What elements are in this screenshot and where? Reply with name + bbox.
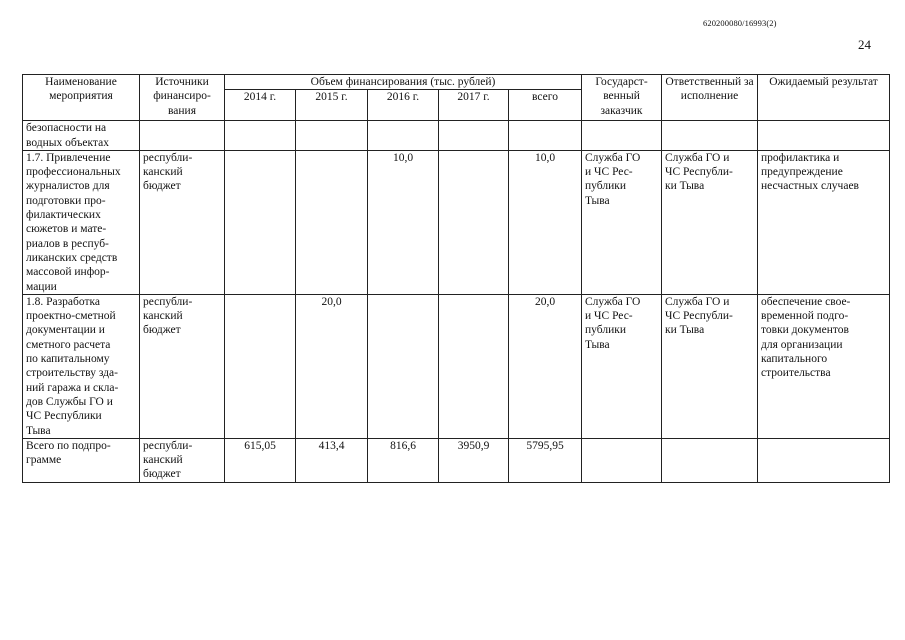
cell-total: 5795,95 <box>509 438 582 482</box>
document-code: 620200080/16993(2) <box>703 18 777 28</box>
cell-responsible <box>662 438 758 482</box>
cell-responsible <box>662 121 758 151</box>
cell-2016 <box>368 121 439 151</box>
header-responsible: Ответственный за исполнение <box>662 75 758 121</box>
cell-responsible: Служба ГО и ЧС Республи- ки Тыва <box>662 150 758 294</box>
financing-table <box>22 74 890 483</box>
header-year-total: всего <box>509 90 582 121</box>
table-row <box>23 121 890 151</box>
cell-source <box>140 121 225 151</box>
cell-source: республи- канский бюджет <box>140 294 225 438</box>
cell-total: 10,0 <box>509 150 582 294</box>
cell-2014 <box>225 150 296 294</box>
cell-name: 1.8. Разработка проектно-сметной документации и сметного расчета по капитальному строительству зда- ний гаража и скла- дов Службы ГО и ЧС Республики Тыва <box>23 294 140 438</box>
cell-2017 <box>439 294 509 438</box>
header-customer: Государст-венный заказчик <box>582 75 662 121</box>
cell-total: 20,0 <box>509 294 582 438</box>
cell-responsible: Служба ГО и ЧС Республи- ки Тыва <box>662 294 758 438</box>
table-row <box>23 294 890 438</box>
cell-2016 <box>368 294 439 438</box>
cell-customer: Служба ГО и ЧС Рес- публики Тыва <box>582 150 662 294</box>
cell-source: республи- канский бюджет <box>140 150 225 294</box>
cell-2015: 20,0 <box>296 294 368 438</box>
cell-result: профилактика и предупреждение несчастных случаев <box>758 150 890 294</box>
cell-2014: 615,05 <box>225 438 296 482</box>
header-year-2015: 2015 г. <box>296 90 368 121</box>
cell-2014 <box>225 294 296 438</box>
table-row-total <box>23 438 890 482</box>
cell-customer <box>582 121 662 151</box>
cell-2016: 10,0 <box>368 150 439 294</box>
cell-result: обеспечение свое- временной подго- товки документов для организации капитального строительства <box>758 294 890 438</box>
cell-2016: 816,6 <box>368 438 439 482</box>
header-funding: Объем финансирования (тыс. рублей) <box>225 75 582 90</box>
cell-result <box>758 438 890 482</box>
cell-2017 <box>439 121 509 151</box>
header-name: Наименование мероприятия <box>23 75 140 121</box>
cell-2017 <box>439 150 509 294</box>
cell-customer: Служба ГО и ЧС Рес- публики Тыва <box>582 294 662 438</box>
page-number: 24 <box>858 37 871 52</box>
header-year-2014: 2014 г. <box>225 90 296 121</box>
cell-2015 <box>296 121 368 151</box>
header-year-2017: 2017 г. <box>439 90 509 121</box>
cell-total <box>509 121 582 151</box>
cell-2014 <box>225 121 296 151</box>
header-result: Ожидаемый результат <box>758 75 890 121</box>
cell-customer <box>582 438 662 482</box>
cell-2017: 3950,9 <box>439 438 509 482</box>
cell-name: Всего по подпро- грамме <box>23 438 140 482</box>
header-year-2016: 2016 г. <box>368 90 439 121</box>
cell-source: республи- канский бюджет <box>140 438 225 482</box>
header-row-1 <box>23 75 890 90</box>
cell-result <box>758 121 890 151</box>
cell-2015: 413,4 <box>296 438 368 482</box>
cell-2015 <box>296 150 368 294</box>
cell-name: безопасности на водных объектах <box>23 121 140 151</box>
cell-name: 1.7. Привлечение профессиональных журналистов для подготовки про- филактических сюжетов и мате- риалов в респуб- ликанских средств массовой инфор- мации <box>23 150 140 294</box>
table-row <box>23 150 890 294</box>
header-sources: Источники финансиро-вания <box>140 75 225 121</box>
